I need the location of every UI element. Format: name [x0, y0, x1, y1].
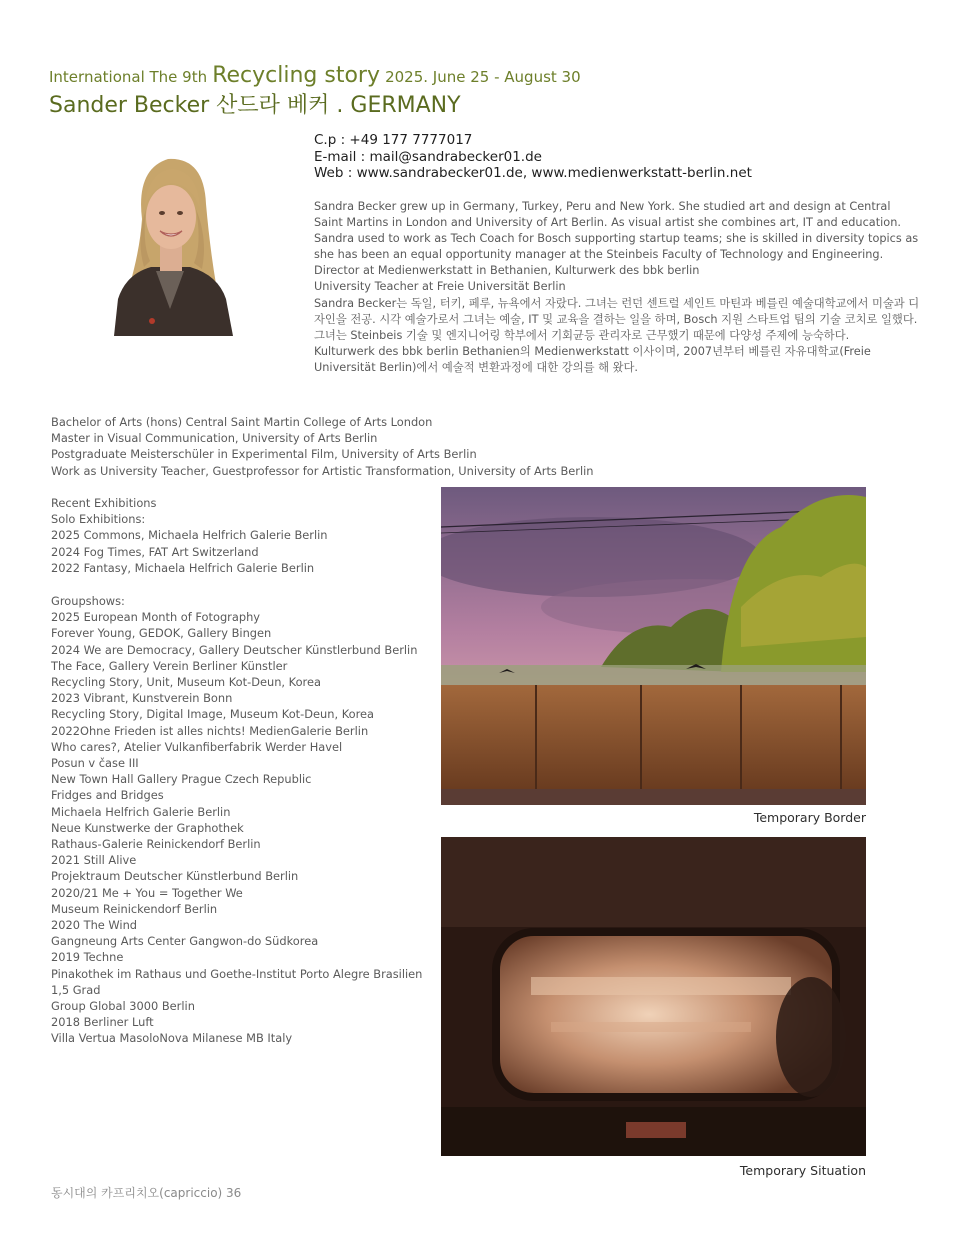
artist-name: Sander Becker 산드라 베커 . GERMANY	[49, 93, 461, 118]
recent-heading: Recent Exhibitions	[51, 496, 157, 510]
bio-director: Director at Medienwerkstatt in Bethanien, Kulturwerk des bbk berlin	[314, 264, 700, 278]
groupshows-list	[51, 593, 422, 1047]
groupshow-item: 2020 The Wind	[51, 918, 138, 933]
education-item: Bachelor of Arts (hons) Central Saint Martin College of Arts London	[51, 415, 433, 429]
caption-temporary-situation: Temporary Situation	[739, 1163, 866, 1178]
artwork-temporary-situation	[441, 837, 866, 1156]
groupshow-item: Gangneung Arts Center Gangwon-do Südkorea	[51, 934, 319, 949]
groupshow-item: Villa Vertua MasoloNova Milanese MB Italy	[51, 1031, 293, 1046]
caption-temporary-border: Temporary Border	[753, 810, 866, 825]
groupshow-item: Michaela Helfrich Galerie Berlin	[51, 804, 231, 819]
groupshow-item: The Face, Gallery Verein Berliner Künstler	[51, 658, 288, 673]
exhibition-title: Recycling story	[212, 63, 380, 88]
groupshows-heading: Groupshows:	[51, 594, 125, 608]
solo-item: 2022 Fantasy, Michaela Helfrich Galerie Berlin	[51, 560, 315, 575]
bio-korean-2: Kulturwerk des bbk berlin Bethanien의 Medienwerkstatt 이사이며, 2007년부터 베를린 자유대학교(Freie Universität Berlin)에서 예술적 변환과정에 대한 강의를 해 왔다.	[314, 344, 871, 374]
bio-english: Sandra Becker grew up in Germany, Turkey, Peru and New York. She studied art and design at Central Saint Martins in London and University of Art Berlin. As visual artist she combines art, IT and education. Sandra used to work as Tech Coach for Bosch supporting startup teams; she is skilled in diversity topics as she has been an equal opportunity manager at the Steinbeis Faculty of Technology and Engineering.	[314, 200, 919, 262]
contact-info	[314, 132, 752, 182]
groupshow-item: Projektraum Deutscher Künstlerbund Berlin	[51, 869, 299, 884]
groupshow-item: 2021 Still Alive	[51, 853, 137, 868]
groupshow-item: Neue Kunstwerke der Graphothek	[51, 820, 244, 835]
groupshow-item: Forever Young, GEDOK, Gallery Bingen	[51, 626, 272, 641]
groupshow-item: 2018 Berliner Luft	[51, 1015, 154, 1030]
groupshow-item: 2022Ohne Frieden ist alles nichts! MedienGalerie Berlin	[51, 723, 369, 738]
solo-heading: Solo Exhibitions:	[51, 512, 146, 527]
groupshow-item: Group Global 3000 Berlin	[51, 999, 195, 1014]
contact-web: Web : www.sandrabecker01.de, www.medienwerkstatt-berlin.net	[314, 165, 752, 181]
artist-portrait	[106, 149, 235, 336]
education-item: Postgraduate Meisterschüler in Experimental Film, University of Arts Berlin	[51, 447, 477, 462]
education-item: Work as University Teacher, Guestprofessor for Artistic Transformation, University of Arts Berlin	[51, 463, 594, 478]
groupshow-item: Posun v čase III	[51, 756, 139, 771]
page-footer: 동시대의 카프리치오(capriccio) 36	[51, 1186, 242, 1200]
contact-phone: C.p : +49 177 7777017	[314, 132, 473, 148]
bio-korean: Sandra Becker는 독일, 터키, 페루, 뉴욕에서 자랐다. 그녀는 런던 센트럴 세인트 마틴과 베를린 예술대학교에서 미술과 디자인을 전공. 시각 예술가로서 그녀는 예술, IT 및 교육을 결하는 일을 하며, Bosch 지원 스타트업 팀의 기술 코치로 일했다. 그녀는 Steinbeis 기술 및 엔지니어링 학부에서 기회균등 관리자로 근무했기 때문에 다양성 주제에 능숙하다.	[314, 296, 920, 342]
exhibition-title-line	[49, 62, 581, 91]
artist-biography	[314, 199, 922, 376]
exhibition-prefix: International The 9th	[49, 68, 208, 86]
groupshow-item: 2024 We are Democracy, Gallery Deutscher Künstlerbund Berlin	[51, 642, 418, 657]
education-list	[51, 414, 594, 479]
solo-item: 2024 Fog Times, FAT Art Switzerland	[51, 544, 259, 559]
education-item: Master in Visual Communication, University of Arts Berlin	[51, 431, 378, 446]
groupshow-item: 1,5 Grad	[51, 982, 101, 997]
recent-exhibitions	[51, 495, 328, 576]
solo-item: 2025 Commons, Michaela Helfrich Galerie Berlin	[51, 528, 328, 543]
groupshow-item: New Town Hall Gallery Prague Czech Republic	[51, 772, 312, 787]
contact-email: E-mail : mail@sandrabecker01.de	[314, 148, 542, 165]
groupshow-item: 2019 Techne	[51, 950, 124, 965]
exhibition-dates: 2025. June 25 - August 30	[385, 68, 581, 86]
groupshow-item: Fridges and Bridges	[51, 788, 164, 803]
groupshow-item: Recycling Story, Digital Image, Museum Kot-Deun, Korea	[51, 707, 375, 722]
groupshow-item: Rathaus-Galerie Reinickendorf Berlin	[51, 837, 261, 852]
groupshow-item: Recycling Story, Unit, Museum Kot-Deun, Korea	[51, 675, 321, 690]
artwork-temporary-border	[441, 487, 866, 805]
groupshow-item: Who cares?, Atelier Vulkanfiberfabrik Werder Havel	[51, 739, 343, 754]
page-header	[49, 62, 581, 121]
bio-teacher: University Teacher at Freie Universität Berlin	[314, 280, 566, 294]
groupshow-item: Pinakothek im Rathaus und Goethe-Institut Porto Alegre Brasilien	[51, 966, 423, 981]
groupshow-item: 2025 European Month of Fotography	[51, 610, 261, 625]
groupshow-item: 2020/21 Me + You = Together We	[51, 885, 243, 900]
groupshow-item: 2023 Vibrant, Kunstverein Bonn	[51, 691, 233, 706]
groupshow-item: Museum Reinickendorf Berlin	[51, 901, 218, 916]
